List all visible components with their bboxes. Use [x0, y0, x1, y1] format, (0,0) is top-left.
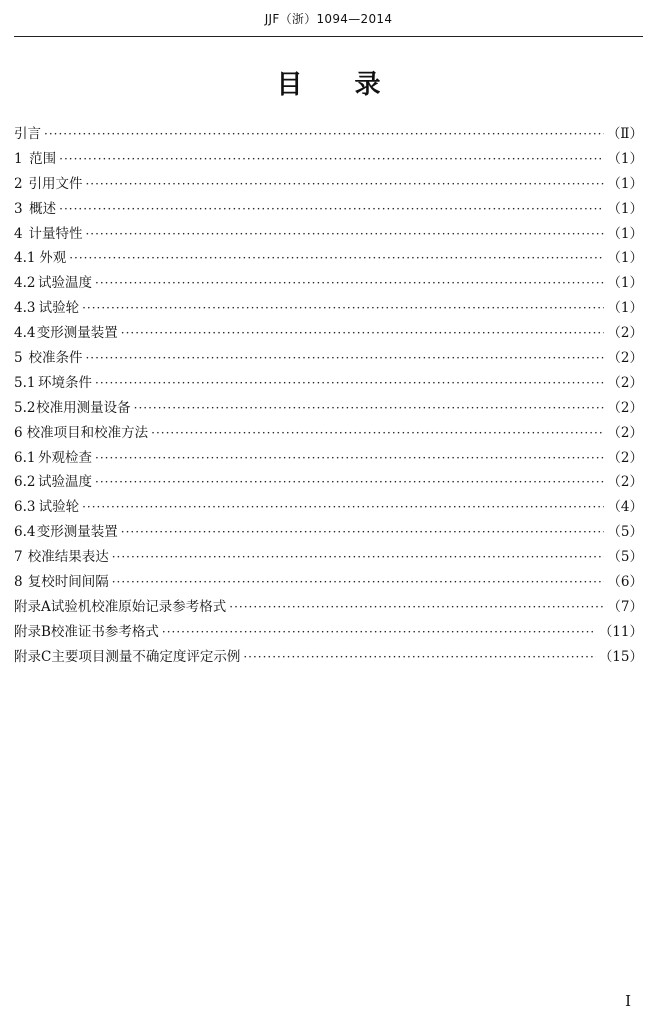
toc-entry	[14, 122, 643, 147]
toc-entry	[14, 645, 643, 670]
toc-leader-dots	[162, 625, 596, 639]
toc-entry-number: 4.1	[14, 250, 36, 267]
toc-entry	[14, 421, 643, 446]
toc-entry-page: （2）	[607, 325, 643, 342]
toc-entry-number: 3	[14, 200, 23, 217]
toc-leader-dots	[112, 575, 605, 589]
toc-entry	[14, 520, 643, 545]
toc-entry	[14, 346, 643, 371]
toc-entry	[14, 321, 643, 346]
toc-entry-page: （2）	[607, 399, 643, 416]
toc-entry-number: 8	[14, 574, 23, 591]
toc-entry-number: 1	[14, 150, 23, 167]
toc-entry	[14, 446, 643, 471]
toc-entry	[14, 147, 643, 172]
toc-entry-label: 引言	[14, 126, 41, 142]
toc-leader-dots	[95, 451, 604, 465]
toc-entry-number: 4.2	[14, 275, 36, 292]
toc-entry-label: 试验机校准原始记录参考格式	[50, 598, 227, 615]
toc-leader-dots	[82, 301, 604, 315]
toc-leader-dots	[69, 251, 604, 265]
toc-leader-dots	[85, 177, 604, 191]
header-text: JJF（浙）1094—2014	[264, 12, 393, 26]
toc-leader-dots	[59, 152, 604, 166]
toc-entry-number: 4.4	[14, 325, 36, 342]
toc-entry	[14, 197, 643, 222]
toc-entry-label: 变形测量装置	[36, 524, 118, 541]
toc-leader-dots	[85, 227, 604, 241]
toc-entry-label: 复校时间间隔	[27, 574, 109, 591]
page-number: I	[625, 992, 631, 1010]
toc-entry-number: 附录C	[14, 648, 52, 665]
toc-entry-number: 2	[14, 175, 23, 192]
page-title: 目录	[276, 70, 433, 100]
toc-entry-number: 附录A	[14, 598, 51, 615]
toc-entry-label: 试验轮	[38, 300, 80, 317]
toc-entry	[14, 545, 643, 570]
toc-entry-page: （15）	[598, 648, 643, 665]
toc-entry-number: 5.1	[14, 374, 36, 391]
toc-entry	[14, 371, 643, 396]
toc-entry	[14, 595, 643, 620]
toc-entry-label: 校准用测量设备	[36, 399, 131, 416]
toc-entry-page: （2）	[607, 474, 643, 491]
toc-entry-number: 4.3	[14, 300, 36, 317]
toc-entry-label: 试验温度	[38, 474, 92, 491]
toc-entry-label: 外观	[39, 250, 67, 267]
toc-entry-number: 6.2	[14, 474, 36, 491]
toc-entry	[14, 172, 643, 197]
toc-entry-label: 校准条件	[28, 350, 83, 367]
toc-entry	[14, 246, 643, 271]
toc-entry	[14, 271, 643, 296]
toc-entry	[14, 570, 643, 595]
toc-entry-page: （7）	[607, 598, 643, 615]
toc-entry-number: 6.4	[14, 524, 36, 541]
toc-entry-label: 主要项目测量不确定度评定示例	[51, 648, 241, 665]
toc-entry-number: 4	[14, 225, 23, 242]
toc-leader-dots	[44, 127, 604, 141]
toc-entry-page: （1）	[607, 150, 643, 167]
toc-entry-label: 外观检查	[38, 449, 92, 466]
table-of-contents	[14, 122, 643, 670]
toc-entry	[14, 470, 643, 495]
toc-entry-label: 试验轮	[38, 499, 80, 516]
toc-entry-page: （Ⅱ）	[606, 126, 643, 142]
toc-leader-dots	[95, 475, 604, 489]
toc-entry-page: （11）	[598, 623, 643, 640]
toc-entry-page: （1）	[607, 200, 643, 217]
toc-leader-dots	[95, 376, 604, 390]
toc-entry-page: （5）	[607, 549, 643, 566]
toc-entry-label: 校准项目和校准方法	[26, 424, 149, 441]
toc-entry	[14, 222, 643, 247]
toc-entry-page: （2）	[607, 374, 643, 391]
toc-entry-number: 5	[14, 350, 23, 367]
toc-entry-page: （1）	[607, 250, 643, 267]
toc-leader-dots	[95, 276, 604, 290]
toc-entry	[14, 495, 643, 520]
toc-entry-page: （1）	[607, 300, 643, 317]
toc-entry-page: （1）	[607, 275, 643, 292]
toc-entry-page: （1）	[607, 225, 643, 242]
running-header	[14, 0, 643, 37]
toc-entry-label: 引用文件	[28, 175, 83, 192]
toc-entry-page: （6）	[607, 574, 643, 591]
toc-entry-number: 6.1	[14, 449, 36, 466]
toc-leader-dots	[112, 550, 605, 564]
toc-entry-page: （1）	[607, 175, 643, 192]
toc-entry-label: 环境条件	[38, 374, 92, 391]
toc-entry-label: 试验温度	[38, 275, 92, 292]
toc-entry	[14, 396, 643, 421]
toc-entry-page: （2）	[607, 424, 643, 441]
toc-entry-number: 6.3	[14, 499, 36, 516]
toc-leader-dots	[134, 401, 605, 415]
toc-leader-dots	[85, 351, 604, 365]
toc-leader-dots	[59, 202, 604, 216]
toc-leader-dots	[243, 650, 595, 664]
toc-entry	[14, 620, 643, 645]
toc-leader-dots	[82, 500, 604, 514]
toc-entry	[14, 296, 643, 321]
toc-entry-number: 5.2	[14, 399, 36, 416]
toc-entry-label: 校准结果表达	[27, 549, 109, 566]
toc-leader-dots	[121, 326, 605, 340]
toc-entry-label: 变形测量装置	[36, 325, 118, 342]
toc-entry-label: 校准证书参考格式	[50, 623, 159, 640]
toc-entry-label: 计量特性	[28, 225, 83, 242]
toc-entry-page: （2）	[607, 350, 643, 367]
toc-entry-number: 6	[14, 424, 23, 441]
toc-entry-page: （4）	[607, 499, 643, 516]
toc-entry-number: 附录B	[14, 623, 51, 640]
toc-entry-page: （2）	[607, 449, 643, 466]
toc-entry-label: 概述	[29, 200, 57, 217]
toc-entry-page: （5）	[607, 524, 643, 541]
toc-entry-label: 范围	[29, 150, 57, 167]
toc-leader-dots	[229, 600, 604, 614]
toc-leader-dots	[151, 426, 604, 440]
toc-entry-number: 7	[14, 549, 23, 566]
toc-leader-dots	[121, 525, 605, 539]
